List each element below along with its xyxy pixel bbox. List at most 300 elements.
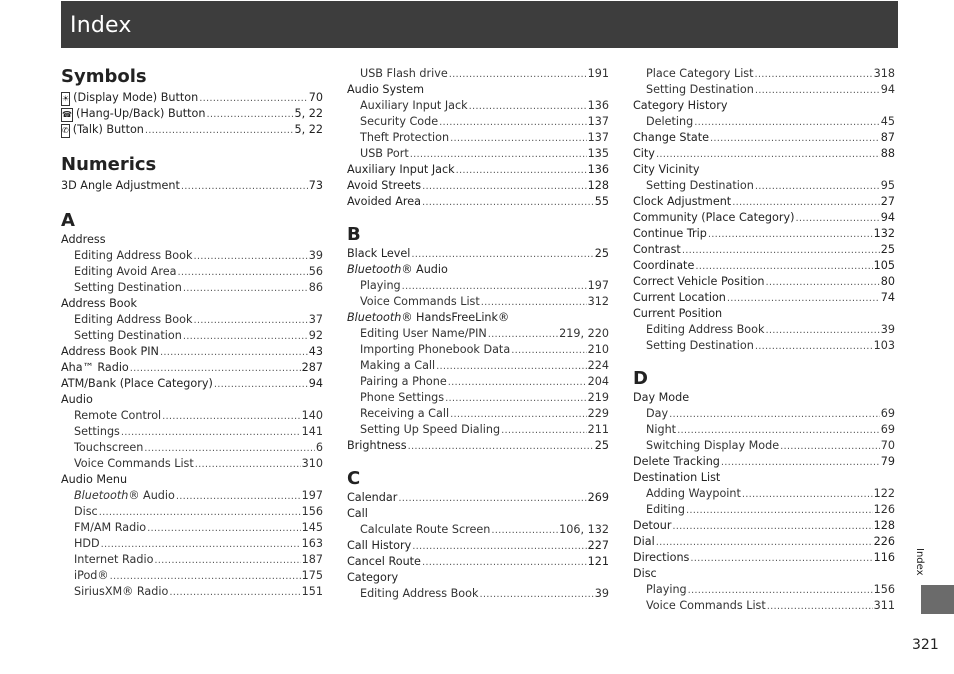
index-entry[interactable] <box>61 440 323 456</box>
page-reference[interactable]: 211 <box>587 423 609 436</box>
leader-dots <box>677 422 880 439</box>
leader-dots <box>199 90 308 107</box>
entry-label: Editing <box>646 503 685 516</box>
page-reference[interactable]: 163 <box>301 537 323 550</box>
leader-dots <box>436 358 587 375</box>
index-entry[interactable] <box>633 338 895 354</box>
entry-label: Category <box>347 571 399 584</box>
page-reference[interactable]: 5, 22 <box>294 107 323 120</box>
leader-dots <box>408 438 594 455</box>
page-reference[interactable]: 310 <box>301 457 323 470</box>
page-reference[interactable]: 95 <box>880 179 895 192</box>
leader-dots <box>708 226 873 243</box>
leader-dots <box>481 294 587 311</box>
page-reference[interactable]: 318 <box>873 67 895 80</box>
entry-label: HDD <box>74 537 100 550</box>
page-reference[interactable]: 27 <box>880 195 895 208</box>
page-reference[interactable]: 312 <box>587 295 609 308</box>
leader-dots <box>214 376 308 393</box>
leader-dots <box>169 584 300 601</box>
entry-label: Dial <box>633 535 655 548</box>
index-entry[interactable] <box>633 598 895 614</box>
entry-label: Address Book PIN <box>61 345 159 358</box>
index-entry[interactable] <box>347 130 609 146</box>
index-entry[interactable] <box>61 328 323 344</box>
entry-label: 3D Angle Adjustment <box>61 179 180 192</box>
leader-dots <box>411 246 593 263</box>
index-entry[interactable] <box>633 146 895 162</box>
entry-label: Avoided Area <box>347 195 421 208</box>
leader-dots <box>154 552 300 569</box>
leader-dots <box>145 122 294 139</box>
index-entry[interactable] <box>61 536 323 552</box>
entry-label: Audio <box>61 393 93 406</box>
index-entry[interactable] <box>347 246 609 262</box>
index-entry[interactable] <box>633 194 895 210</box>
index-heading <box>633 98 895 114</box>
entry-label: USB Flash drive <box>360 67 448 80</box>
page-reference[interactable]: 191 <box>587 67 609 80</box>
index-entry[interactable] <box>61 568 323 584</box>
leader-dots <box>656 534 873 551</box>
leader-dots <box>147 520 300 537</box>
page-reference[interactable]: 269 <box>587 491 609 504</box>
leader-dots <box>130 360 301 377</box>
page-reference[interactable]: 69 <box>880 423 895 436</box>
page-reference[interactable]: 151 <box>301 585 323 598</box>
entry-label: Disc <box>74 505 98 518</box>
display-mode-icon: ☀ <box>61 92 70 106</box>
entry-label: Night <box>646 423 677 436</box>
page-reference[interactable]: 106, 132 <box>559 523 609 536</box>
page-reference[interactable]: 70 <box>308 91 323 104</box>
index-entry[interactable] <box>633 290 895 306</box>
entry-label: Setting Destination <box>646 339 754 352</box>
index-entry[interactable] <box>633 550 895 566</box>
entry-label: Change State <box>633 131 710 144</box>
index-column-3 <box>633 66 895 614</box>
index-entry[interactable] <box>633 486 895 502</box>
entry-label: Voice Commands List <box>360 295 480 308</box>
page-reference[interactable]: 126 <box>873 503 895 516</box>
leader-dots <box>450 130 587 147</box>
entry-label: Auxiliary Input Jack <box>360 99 468 112</box>
entry-label: Bluetooth® Audio <box>74 489 175 502</box>
leader-dots <box>176 488 301 505</box>
index-entry[interactable] <box>61 424 323 440</box>
page-reference[interactable]: 55 <box>594 195 609 208</box>
entry-label: Call <box>347 507 368 520</box>
section-heading-symbols: Symbols <box>61 66 147 87</box>
entry-label: Deleting <box>646 115 694 128</box>
page-reference[interactable]: 197 <box>587 279 609 292</box>
index-entry[interactable] <box>347 522 609 538</box>
entry-label: Call History <box>347 539 412 552</box>
index-entry[interactable] <box>61 312 323 328</box>
index-entry[interactable] <box>61 264 323 280</box>
page-reference[interactable]: 229 <box>587 407 609 420</box>
page-reference[interactable]: 156 <box>873 583 895 596</box>
page-reference[interactable]: 86 <box>308 281 323 294</box>
leader-dots <box>688 582 873 599</box>
leader-dots <box>101 536 301 553</box>
index-heading <box>633 566 895 582</box>
entry-label: Brightness <box>347 439 407 452</box>
page-reference[interactable]: 45 <box>880 115 895 128</box>
entry-label: Pairing a Phone <box>360 375 447 388</box>
page-reference[interactable]: 219, 220 <box>559 327 609 340</box>
entry-label: Continue Trip <box>633 227 707 240</box>
index-entry[interactable] <box>347 422 609 438</box>
page-reference[interactable]: 128 <box>587 179 609 192</box>
section-heading-a: A <box>61 210 75 231</box>
entry-label: Calculate Route Screen <box>360 523 491 536</box>
leader-dots <box>448 374 587 391</box>
page-reference[interactable]: 39 <box>594 587 609 600</box>
index-entry[interactable] <box>61 248 323 264</box>
entry-label: Directions <box>633 551 690 564</box>
leader-dots <box>110 568 301 585</box>
entry-label: Adding Waypoint <box>646 487 741 500</box>
index-entry[interactable] <box>633 82 895 98</box>
entry-label: Address Book <box>61 297 137 310</box>
page-reference[interactable]: 156 <box>301 505 323 518</box>
page-reference[interactable]: 137 <box>587 131 609 144</box>
page-reference[interactable]: 140 <box>301 409 323 422</box>
page-reference[interactable]: 80 <box>880 275 895 288</box>
page-reference[interactable]: 116 <box>873 551 895 564</box>
index-entry[interactable] <box>61 584 323 600</box>
page-reference[interactable]: 25 <box>594 247 609 260</box>
leader-dots <box>732 194 880 211</box>
index-entry[interactable] <box>61 90 323 106</box>
index-entry[interactable] <box>633 66 895 82</box>
page-reference[interactable]: 128 <box>873 519 895 532</box>
page-reference[interactable]: 122 <box>873 487 895 500</box>
index-entry[interactable] <box>347 178 609 194</box>
page-reference[interactable]: 136 <box>587 99 609 112</box>
leader-dots <box>742 486 873 503</box>
entry-label: Playing <box>360 279 401 292</box>
leader-dots <box>501 422 587 439</box>
leader-dots <box>767 598 873 615</box>
entry-label: Touchscreen <box>74 441 144 454</box>
index-entry[interactable] <box>633 178 895 194</box>
page-reference[interactable]: 5, 22 <box>294 123 323 136</box>
index-entry[interactable] <box>633 226 895 242</box>
leader-dots <box>755 82 880 99</box>
index-entry[interactable] <box>61 280 323 296</box>
entry-label: Voice Commands List <box>74 457 194 470</box>
entry-label: Editing Address Book <box>360 587 479 600</box>
index-entry[interactable] <box>61 520 323 536</box>
section-heading-c: C <box>347 468 361 489</box>
entry-label: City <box>633 147 655 160</box>
index-entry[interactable] <box>61 178 323 194</box>
entry-label: Coordinate <box>633 259 695 272</box>
page-reference[interactable]: 136 <box>587 163 609 176</box>
index-entry[interactable] <box>347 586 609 602</box>
entry-label: Phone Settings <box>360 391 445 404</box>
index-entry[interactable] <box>347 490 609 506</box>
index-entry[interactable] <box>633 422 895 438</box>
page-reference[interactable]: 39 <box>308 249 323 262</box>
page-reference[interactable]: 25 <box>594 439 609 452</box>
page-reference[interactable]: 94 <box>880 83 895 96</box>
leader-dots <box>672 518 872 535</box>
index-entry[interactable] <box>61 344 323 360</box>
leader-dots <box>410 146 587 163</box>
entry-label: Contrast <box>633 243 681 256</box>
page-reference[interactable]: 227 <box>587 539 609 552</box>
leader-dots <box>669 406 880 423</box>
entry-label: SiriusXM® Radio <box>74 585 169 598</box>
leader-dots <box>695 258 872 275</box>
side-tab[interactable] <box>921 585 954 614</box>
page-reference[interactable]: 187 <box>301 553 323 566</box>
page-reference[interactable]: 92 <box>308 329 323 342</box>
entry-label: Setting Up Speed Dialing <box>360 423 501 436</box>
page-reference[interactable]: 94 <box>880 211 895 224</box>
page-reference[interactable]: 121 <box>587 555 609 568</box>
index-entry[interactable] <box>633 274 895 290</box>
index-heading <box>347 506 609 522</box>
leader-dots <box>765 322 879 339</box>
page-reference[interactable]: 311 <box>873 599 895 612</box>
page-reference[interactable]: 73 <box>308 179 323 192</box>
index-heading <box>633 162 895 178</box>
leader-dots <box>469 98 587 115</box>
page-reference[interactable]: 74 <box>880 291 895 304</box>
talk-icon: ✆ <box>61 124 70 138</box>
entry-label: Audio System <box>347 83 425 96</box>
page-reference[interactable]: 287 <box>301 361 323 374</box>
leader-dots <box>656 146 880 163</box>
spacer <box>347 210 609 224</box>
entry-label: Audio Menu <box>61 473 128 486</box>
spacer <box>61 138 323 154</box>
entry-label: Setting Destination <box>646 179 754 192</box>
leader-dots <box>412 538 586 555</box>
index-entry[interactable] <box>61 106 323 122</box>
page-reference[interactable]: 39 <box>880 323 895 336</box>
page-reference[interactable]: 175 <box>301 569 323 582</box>
index-entry[interactable] <box>633 322 895 338</box>
entry-label: Making a Call <box>360 359 436 372</box>
entry-label: Aha™ Radio <box>61 361 129 374</box>
index-entry[interactable] <box>633 406 895 422</box>
page-reference[interactable]: 103 <box>873 339 895 352</box>
index-entry[interactable] <box>347 358 609 374</box>
entry-label: Settings <box>74 425 120 438</box>
entry-label: Setting Destination <box>646 83 754 96</box>
entry-label: Clock Adjustment <box>633 195 732 208</box>
entry-label: Category History <box>633 99 728 112</box>
entry-label: (Hang-Up/Back) Button <box>75 107 206 120</box>
index-entry[interactable] <box>347 390 609 406</box>
page-reference[interactable]: 70 <box>880 439 895 452</box>
index-entry[interactable] <box>61 360 323 376</box>
index-entry[interactable] <box>347 406 609 422</box>
index-entry[interactable] <box>347 294 609 310</box>
page-reference[interactable]: 204 <box>587 375 609 388</box>
entry-label: Theft Protection <box>360 131 450 144</box>
leader-dots <box>710 130 880 147</box>
entry-label: City Vicinity <box>633 163 700 176</box>
entry-label: Bluetooth® HandsFreeLink® <box>347 311 510 324</box>
index-entry[interactable] <box>61 552 323 568</box>
index-entry[interactable] <box>347 194 609 210</box>
leader-dots <box>690 550 872 567</box>
page-reference[interactable]: 43 <box>308 345 323 358</box>
leader-dots <box>450 406 587 423</box>
page-reference[interactable]: 210 <box>587 343 609 356</box>
leader-dots <box>449 66 587 83</box>
leader-dots <box>795 210 879 227</box>
entry-label: Editing Address Book <box>74 249 193 262</box>
page-reference[interactable]: 88 <box>880 147 895 160</box>
page-reference[interactable]: 132 <box>873 227 895 240</box>
leader-dots <box>456 162 587 179</box>
page-reference[interactable]: 56 <box>308 265 323 278</box>
index-entry[interactable] <box>61 488 323 504</box>
page-reference[interactable]: 145 <box>301 521 323 534</box>
index-entry[interactable] <box>633 582 895 598</box>
index-heading <box>347 570 609 586</box>
page-reference[interactable]: 141 <box>301 425 323 438</box>
section-heading-b: B <box>347 224 361 245</box>
leader-dots <box>206 106 293 123</box>
index-heading <box>61 232 323 248</box>
entry-label: iPod® <box>74 569 109 582</box>
leader-dots <box>195 456 301 473</box>
index-entry[interactable] <box>61 456 323 472</box>
index-entry[interactable] <box>633 518 895 534</box>
leader-dots <box>162 408 300 425</box>
page-reference[interactable]: 197 <box>301 489 323 502</box>
entry-label: Day <box>646 407 669 420</box>
leader-dots <box>144 440 315 457</box>
index-entry[interactable] <box>633 210 895 226</box>
index-entry[interactable] <box>633 130 895 146</box>
page-reference[interactable]: 25 <box>880 243 895 256</box>
page-reference[interactable]: 6 <box>315 441 323 454</box>
index-heading <box>347 262 609 278</box>
entry-label: Community (Place Category) <box>633 211 795 224</box>
page-reference[interactable]: 137 <box>587 115 609 128</box>
entry-label: Day Mode <box>633 391 690 404</box>
index-heading <box>61 296 323 312</box>
index-entry[interactable] <box>347 114 609 130</box>
entry-label: Setting Destination <box>74 281 182 294</box>
leader-dots <box>439 114 587 131</box>
entry-label: Delete Tracking <box>633 455 720 468</box>
entry-label: Cancel Route <box>347 555 421 568</box>
entry-label: Editing Address Book <box>646 323 765 336</box>
index-heading <box>347 82 609 98</box>
index-heading <box>633 390 895 406</box>
leader-dots <box>686 502 873 519</box>
leader-dots <box>766 274 880 291</box>
index-entry[interactable] <box>633 454 895 470</box>
index-heading <box>633 306 895 322</box>
entry-label: Calendar <box>347 491 398 504</box>
page-reference[interactable]: 79 <box>880 455 895 468</box>
page-reference[interactable]: 94 <box>308 377 323 390</box>
index-heading <box>61 472 323 488</box>
index-entry[interactable] <box>633 534 895 550</box>
entry-label: USB Port <box>360 147 409 160</box>
index-entry[interactable] <box>61 504 323 520</box>
index-entry[interactable] <box>61 376 323 392</box>
index-heading <box>633 470 895 486</box>
index-entry[interactable] <box>347 66 609 82</box>
index-entry[interactable] <box>633 242 895 258</box>
leader-dots <box>422 194 594 211</box>
entry-label: Current Location <box>633 291 726 304</box>
leader-dots <box>721 454 880 471</box>
entry-label: Bluetooth® Audio <box>347 263 448 276</box>
entry-label: Playing <box>646 583 687 596</box>
leader-dots <box>422 178 587 195</box>
index-entry[interactable] <box>61 408 323 424</box>
page-reference[interactable]: 226 <box>873 535 895 548</box>
index-entry[interactable] <box>61 122 323 138</box>
leader-dots <box>511 342 586 359</box>
index-entry[interactable] <box>347 146 609 162</box>
index-entry[interactable] <box>347 538 609 554</box>
index-entry[interactable] <box>633 114 895 130</box>
page-reference[interactable]: 224 <box>587 359 609 372</box>
index-entry[interactable] <box>347 326 609 342</box>
entry-label: Disc <box>633 567 657 580</box>
index-entry[interactable] <box>633 258 895 274</box>
index-entry[interactable] <box>347 342 609 358</box>
index-entry[interactable] <box>347 374 609 390</box>
index-column-2 <box>347 66 609 602</box>
entry-label: Receiving a Call <box>360 407 450 420</box>
page-reference[interactable]: 219 <box>587 391 609 404</box>
page-reference[interactable]: 135 <box>587 147 609 160</box>
entry-label: Address <box>61 233 106 246</box>
index-entry[interactable] <box>347 98 609 114</box>
spacer <box>61 194 323 210</box>
entry-label: Editing User Name/PIN <box>360 327 487 340</box>
entry-label: Internet Radio <box>74 553 154 566</box>
index-entry[interactable] <box>633 438 895 454</box>
page-reference[interactable]: 105 <box>873 259 895 272</box>
page-reference[interactable]: 69 <box>880 407 895 420</box>
leader-dots <box>121 424 301 441</box>
leader-dots <box>727 290 880 307</box>
index-entry[interactable] <box>347 162 609 178</box>
index-entry[interactable] <box>633 502 895 518</box>
page-reference[interactable]: 37 <box>308 313 323 326</box>
index-column-1 <box>61 66 323 600</box>
leader-dots <box>398 490 586 507</box>
hang-up-back-icon: ☎ <box>61 108 73 122</box>
index-entry[interactable] <box>347 438 609 454</box>
entry-label: Setting Destination <box>74 329 182 342</box>
index-heading <box>61 392 323 408</box>
leader-dots <box>183 328 308 345</box>
leader-dots <box>181 178 308 195</box>
page-reference[interactable]: 87 <box>880 131 895 144</box>
header-bar <box>61 1 898 48</box>
index-entry[interactable] <box>347 278 609 294</box>
index-entry[interactable] <box>347 554 609 570</box>
entry-label: Auxiliary Input Jack <box>347 163 455 176</box>
